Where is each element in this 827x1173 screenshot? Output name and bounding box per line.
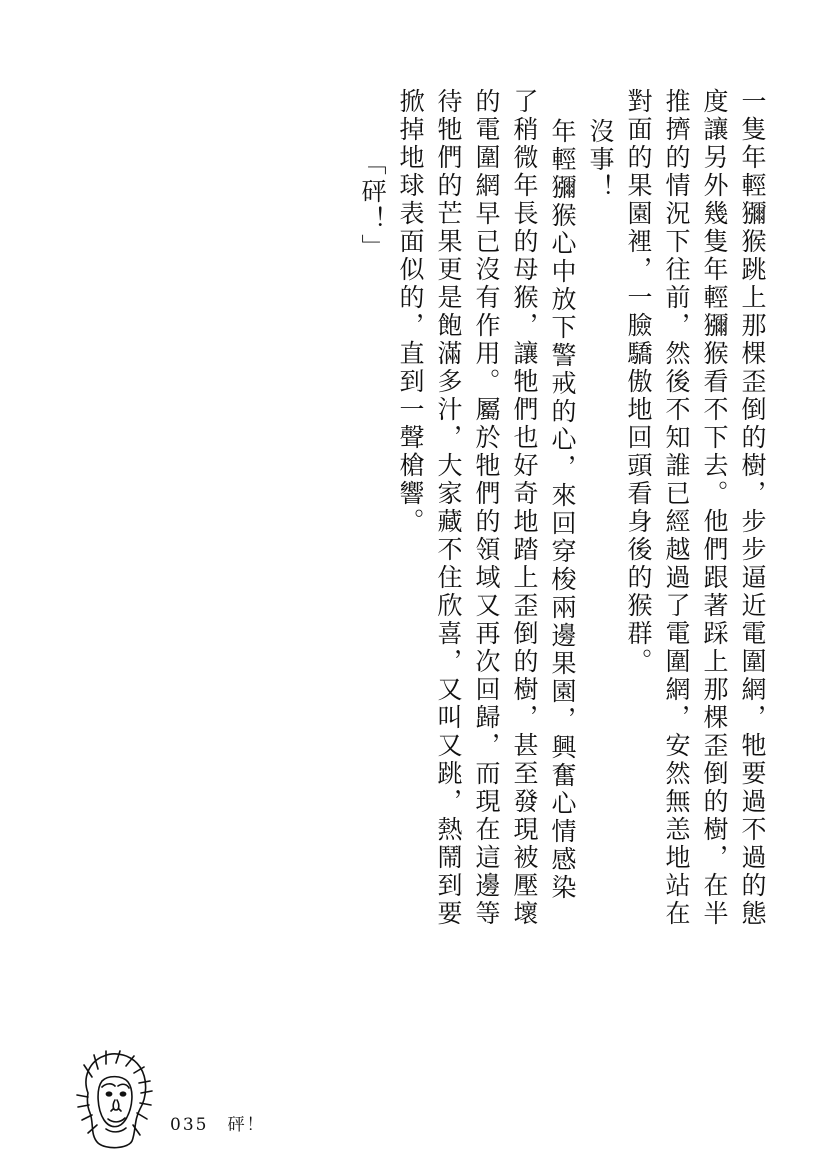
text-column: 沒事！ — [586, 118, 615, 202]
text-column: 一隻年輕獼猴跳上那棵歪倒的樹，步步逼近電圍網，牠要過不過的態 — [738, 88, 767, 928]
text-column: 對面的果園裡，一臉驕傲地回頭看身後的猴群。 — [624, 88, 653, 676]
text-column: 掀掉地球表面似的，直到一聲槍響。 — [396, 88, 425, 536]
vertical-text-body — [150, 88, 765, 988]
page-footer — [70, 1041, 470, 1151]
text-column: 度讓另外幾隻年輕獼猴看不下去。他們跟著踩上那棵歪倒的樹，在半 — [700, 88, 729, 928]
text-column: 待牠們的芒果更是飽滿多汁，大家藏不住欣喜，又叫又跳，熱鬧到要 — [434, 88, 463, 928]
text-column: 年輕獼猴心中放下警戒的心，來回穿梭兩邊果園，興奮心情感染 — [548, 118, 577, 902]
text-column: 了稍微年長的母猴，讓牠們也好奇地踏上歪倒的樹，甚至發現被壓壞 — [510, 88, 539, 928]
text-column: 推擠的情況下往前，然後不知誰已經越過了電圍網，安然無恙地站在 — [662, 88, 691, 928]
page-folio: 035 砰！ — [170, 1115, 266, 1135]
monkey-head-icon — [70, 1047, 156, 1151]
text-column: 的電圍網早已沒有作用。屬於牠們的領域又再次回歸，而現在這邊等 — [472, 88, 501, 928]
text-column: 「砰！」 — [358, 150, 387, 262]
